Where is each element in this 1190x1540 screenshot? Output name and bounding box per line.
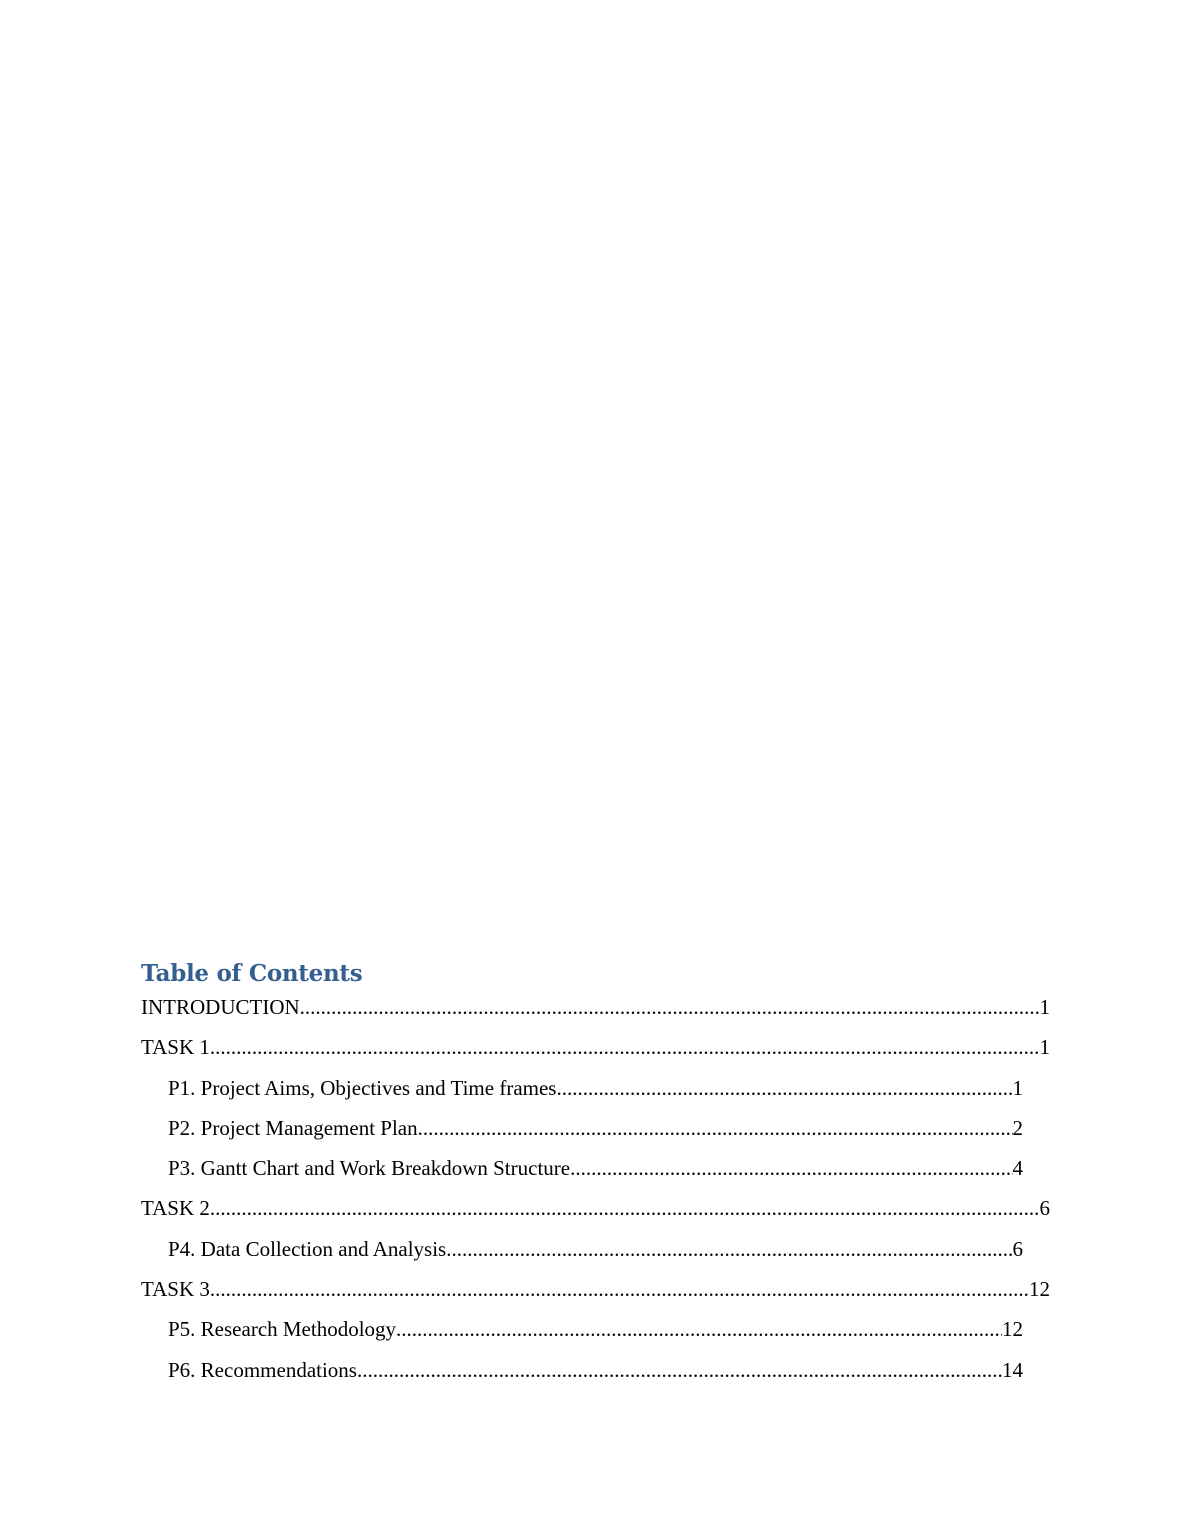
toc-dot-leader [210, 1032, 1040, 1062]
toc-entry-task-3[interactable] [141, 1274, 1050, 1314]
toc-entry-page-number: 14 [1002, 1357, 1023, 1382]
toc-entry-page-number: 1 [1039, 995, 1050, 1019]
toc-dot-leader [570, 1153, 1012, 1183]
toc-dot-leader [300, 992, 1040, 1022]
toc-entry-label: P6. Recommendations [168, 1357, 357, 1382]
toc-entry-label: P3. Gantt Chart and Work Breakdown Structure [168, 1156, 571, 1181]
toc-entry-label: P1. Project Aims, Objectives and Time frames [168, 1075, 557, 1100]
toc-entry-page-number: 12 [1029, 1277, 1050, 1302]
toc-entry-task-2[interactable] [141, 1193, 1050, 1233]
toc-dot-leader [357, 1355, 1002, 1385]
toc-dot-leader [210, 1274, 1029, 1304]
toc-entry-label: TASK 2 [141, 1196, 210, 1221]
toc-entry-label: P2. Project Management Plan [168, 1115, 418, 1140]
toc-entry-p4[interactable] [141, 1234, 1023, 1274]
toc-entry-label: P5. Research Methodology [168, 1317, 397, 1342]
toc-entry-label: TASK 1 [141, 1035, 210, 1060]
toc-list [141, 992, 1050, 1395]
toc-entry-page-number: 2 [1012, 1115, 1023, 1140]
toc-entry-p1[interactable] [141, 1073, 1023, 1113]
toc-entry-page-number: 6 [1039, 1196, 1050, 1221]
toc-entry-p2[interactable] [141, 1113, 1023, 1153]
toc-entry-page-number: 1 [1012, 1075, 1023, 1100]
toc-title: Table of Contents [141, 960, 363, 987]
toc-entry-page-number: 6 [1012, 1236, 1023, 1261]
toc-dot-leader [556, 1073, 1012, 1103]
toc-dot-leader [418, 1113, 1013, 1143]
toc-dot-leader [396, 1314, 1002, 1344]
toc-entry-page-number: 4 [1012, 1156, 1023, 1181]
toc-entry-p3[interactable] [141, 1153, 1023, 1193]
toc-dot-leader [446, 1234, 1012, 1264]
toc-entry-label: TASK 3 [141, 1277, 210, 1302]
toc-entry-p6[interactable] [141, 1355, 1023, 1395]
toc-entry-introduction[interactable] [141, 992, 1050, 1032]
toc-entry-page-number: 1 [1039, 1035, 1050, 1060]
toc-entry-page-number: 12 [1002, 1317, 1023, 1342]
toc-entry-label: INTRODUCTION [141, 995, 300, 1019]
toc-dot-leader [210, 1193, 1040, 1223]
toc-entry-label: P4. Data Collection and Analysis [168, 1236, 447, 1261]
toc-entry-task-1[interactable] [141, 1032, 1050, 1072]
toc-entry-p5[interactable] [141, 1314, 1023, 1354]
table-of-contents [141, 956, 1050, 1395]
